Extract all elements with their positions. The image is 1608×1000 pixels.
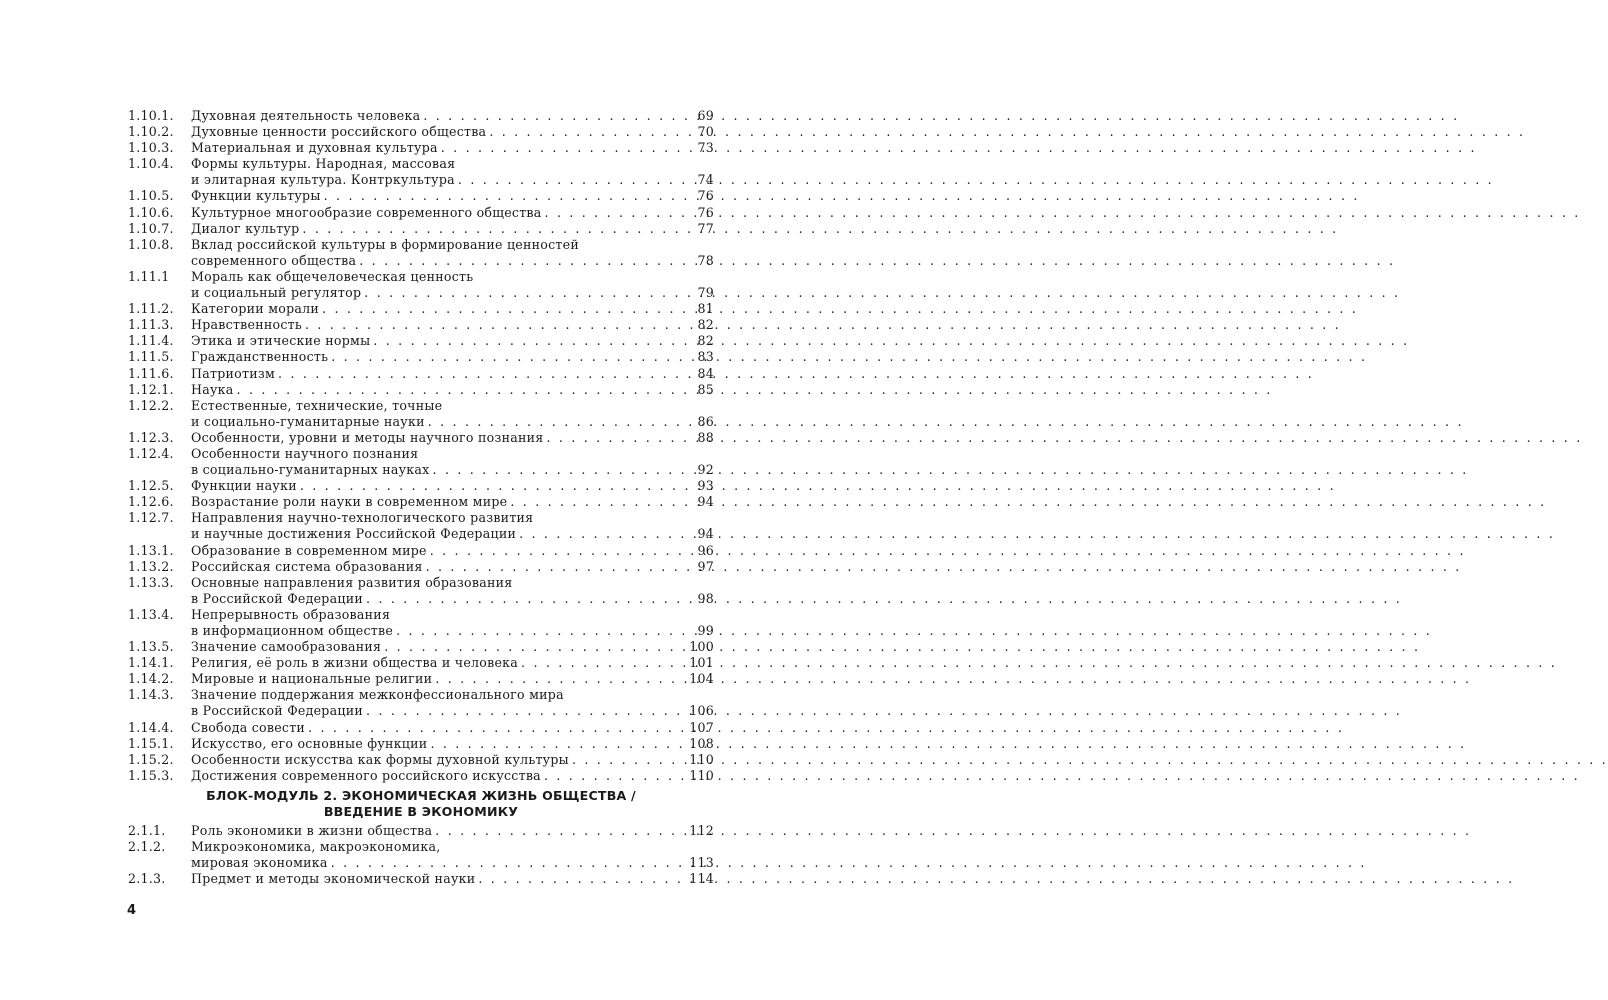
toc-entry-number: 1.13.4. (128, 606, 174, 622)
toc-entry-page: 77 (697, 220, 714, 236)
table-of-contents (128, 108, 714, 888)
dot-leader (237, 382, 685, 398)
toc-entry-last-line (191, 559, 714, 575)
toc-entry-last-line (191, 140, 714, 156)
toc-entry (128, 269, 714, 301)
toc-entry-last-line (191, 301, 714, 317)
toc-entry (128, 333, 714, 349)
dot-leader (300, 478, 685, 494)
toc-entry-title-line: Нравственность (191, 317, 302, 333)
toc-entry-page: 97 (697, 558, 714, 574)
toc-entry (128, 188, 714, 204)
toc-entry-number: 1.12.5. (128, 478, 174, 494)
toc-entry-body (191, 156, 714, 188)
toc-entry-body (191, 671, 714, 687)
toc-entry-body (191, 871, 714, 887)
toc-entry-last-line (191, 430, 714, 446)
dot-leader (324, 188, 685, 204)
dot-leader (278, 366, 685, 382)
toc-entry-title-line: и элитарная культура. Контркультура (191, 172, 455, 188)
toc-entry-number: 1.10.6. (128, 204, 174, 220)
toc-entry-last-line (191, 526, 714, 542)
toc-entry-page: 84 (697, 365, 714, 381)
toc-entry-number: 2.1.1. (128, 823, 166, 839)
toc-entry-number: 1.13.2. (128, 558, 174, 574)
toc-entry-body (191, 768, 714, 784)
toc-entry-number: 1.11.4. (128, 333, 174, 349)
toc-entry (128, 543, 714, 559)
toc-entry-title-line: Значение поддержания межконфессионального мира (191, 687, 564, 703)
dot-leader (435, 823, 685, 839)
toc-entry (128, 575, 714, 607)
toc-entry-body (191, 720, 714, 736)
toc-entry-page: 99 (697, 623, 714, 638)
toc-entry-title-line: Религия, её роль в жизни общества и человека (191, 655, 519, 671)
toc-entry-title-line: Гражданственность (191, 349, 329, 365)
toc-entry (128, 156, 714, 188)
toc-entry-last-line (191, 871, 714, 887)
toc-entry-title-line: Основные направления развития образования (191, 574, 513, 590)
toc-entry-body (191, 124, 714, 140)
toc-entry-body (191, 543, 714, 559)
toc-entry-title-line: Естественные, технические, точные (191, 397, 443, 413)
toc-entry-number: 1.10.8. (128, 236, 174, 252)
toc-entry-body (191, 205, 714, 221)
toc-entry-last-line (191, 752, 714, 768)
toc-entry-body (191, 446, 714, 478)
toc-entry-page: 98 (697, 590, 714, 606)
toc-entry-title-line: в информационном обществе (191, 623, 394, 638)
toc-entry-last-line (191, 823, 714, 839)
toc-entry-title-line: Микроэкономика, макроэкономика, (191, 839, 441, 855)
toc-entry-number: 1.11.6. (128, 365, 174, 381)
dot-leader (396, 623, 685, 639)
toc-entry-number: 1.13.1. (128, 542, 174, 558)
toc-entry (128, 839, 714, 871)
toc-entry-page: 96 (697, 542, 714, 558)
toc-entry (128, 317, 714, 333)
toc-entry-last-line (191, 703, 714, 719)
toc-entry-number: 1.10.5. (128, 188, 174, 204)
toc-entry-number: 1.14.4. (128, 719, 174, 735)
dot-leader (423, 108, 685, 124)
toc-entry-page: 85 (697, 381, 714, 397)
toc-entry-page: 79 (697, 285, 714, 301)
toc-entry-page: 74 (697, 172, 714, 188)
toc-entry-page: 70 (697, 124, 714, 140)
toc-entry-title-line: Категории морали (191, 301, 320, 317)
toc-entry (128, 871, 714, 887)
toc-entry-title-line: Направления научно-технологического развития (191, 510, 534, 526)
dot-leader (441, 140, 685, 156)
toc-entry (128, 823, 714, 839)
dot-leader (384, 639, 685, 655)
toc-entry-last-line (191, 205, 714, 221)
toc-entry (128, 366, 714, 382)
toc-entry (128, 687, 714, 719)
toc-entry-title-line: Вклад российской культуры в формирование ценностей (191, 236, 579, 252)
toc-entry-body (191, 269, 714, 301)
toc-entry-last-line (191, 382, 714, 398)
toc-entry-title-line: Духовная деятельность человека (191, 108, 421, 123)
toc-entry (128, 301, 714, 317)
toc-entry (128, 768, 714, 784)
dot-leader (430, 543, 685, 559)
toc-entry-title-line: Культурное многообразие современного общества (191, 204, 542, 220)
toc-entry (128, 752, 714, 768)
dot-leader (302, 221, 685, 237)
toc-entry (128, 655, 714, 671)
toc-entry (128, 736, 714, 752)
toc-entry-page: 100 (689, 639, 714, 655)
toc-entry-page: 108 (689, 735, 714, 751)
toc-entry-title-line: Возрастание роли науки в современном мире (191, 494, 508, 510)
toc-entry-number: 1.12.7. (128, 510, 174, 526)
toc-entry-number: 1.15.1. (128, 735, 174, 751)
toc-entry-page: 110 (689, 751, 714, 767)
toc-entry-last-line (191, 221, 714, 237)
dot-leader (510, 494, 685, 510)
toc-entry-title-line: Особенности, уровни и методы научного познания (191, 429, 544, 445)
dot-leader (546, 430, 685, 446)
toc-entry-last-line (191, 623, 714, 639)
toc-entry-number: 1.11.1 (128, 268, 170, 284)
toc-entry-number: 1.10.3. (128, 140, 174, 156)
toc-entry-title-line: Значение самообразования (191, 639, 382, 655)
toc-entry-last-line (191, 639, 714, 655)
toc-entry (128, 237, 714, 269)
toc-entry-title-line: Материальная и духовная культура (191, 140, 438, 156)
toc-entry-body (191, 752, 714, 768)
toc-entry-number: 1.11.3. (128, 317, 174, 333)
toc-entry-body (191, 430, 714, 446)
dot-leader (545, 205, 685, 221)
toc-entry-last-line (191, 478, 714, 494)
toc-entry-last-line (191, 108, 714, 124)
toc-entry-body (191, 398, 714, 430)
toc-entry-body (191, 221, 714, 237)
toc-entry-body (191, 237, 714, 269)
toc-entry (128, 140, 714, 156)
toc-entry-number: 2.1.3. (128, 871, 166, 887)
toc-entry-last-line (191, 414, 714, 430)
toc-entry-page: 114 (689, 871, 714, 887)
toc-entry-title-line: Мораль как общечеловеческая ценность (191, 268, 474, 284)
toc-entry-last-line (191, 349, 714, 365)
block-module-heading (128, 788, 714, 820)
toc-entry (128, 671, 714, 687)
toc-entry-last-line (191, 317, 714, 333)
toc-entry-page: 76 (697, 204, 714, 220)
toc-entry-number: 1.13.5. (128, 639, 174, 655)
toc-entry-body (191, 333, 714, 349)
toc-entry-page: 69 (697, 108, 714, 123)
toc-entry-number: 1.12.3. (128, 429, 174, 445)
toc-entry (128, 494, 714, 510)
toc-entry-page: 78 (697, 252, 714, 268)
toc-entry-title-line: и научные достижения Российской Федерации (191, 526, 517, 542)
toc-entry-title-line: Мировые и национальные религии (191, 671, 433, 687)
toc-entry-body (191, 108, 714, 124)
toc-entry-page: 73 (697, 140, 714, 156)
dot-leader (366, 591, 685, 607)
toc-entry-title-line: современного общества (191, 252, 357, 268)
toc-entry-title-line: Особенности искусства как формы духовной культуры (191, 751, 569, 767)
toc-entry-last-line (191, 720, 714, 736)
toc-entry-page: 92 (697, 462, 714, 478)
toc-entry-page: 76 (697, 188, 714, 204)
toc-entries-module-2 (128, 823, 714, 887)
toc-entry-body (191, 823, 714, 839)
dot-leader (430, 736, 685, 752)
toc-entry-page: 94 (697, 494, 714, 510)
toc-entry (128, 446, 714, 478)
toc-entry-title-line: в социально-гуманитарных науках (191, 462, 430, 478)
block-module-heading-line: ВВЕДЕНИЕ В ЭКОНОМИКУ (323, 804, 519, 820)
dot-leader (331, 349, 685, 365)
toc-entry-body (191, 736, 714, 752)
toc-entry-number: 1.11.5. (128, 349, 174, 365)
toc-entry-body (191, 510, 714, 542)
toc-entry-body (191, 639, 714, 655)
toc-entry-last-line (191, 736, 714, 752)
toc-entry-page: 112 (689, 823, 714, 839)
toc-entry-title-line: Наука (191, 381, 234, 397)
toc-entry-page: 93 (697, 478, 714, 494)
toc-entry-page: 110 (689, 767, 714, 783)
toc-entry-title-line: Образование в современном мире (191, 542, 427, 558)
toc-entry-number: 1.10.7. (128, 220, 174, 236)
toc-entry-last-line (191, 655, 714, 671)
toc-entry-title-line: Достижения современного российского искусства (191, 767, 541, 783)
toc-entry-body (191, 366, 714, 382)
toc-entry-number: 2.1.2. (128, 839, 166, 855)
toc-entry (128, 510, 714, 542)
toc-entry-last-line (191, 591, 714, 607)
toc-entry-last-line (191, 188, 714, 204)
toc-entry-page: 82 (697, 317, 714, 333)
toc-entry-title-line: Российская система образования (191, 558, 423, 574)
dot-leader (478, 871, 685, 887)
toc-entry-last-line (191, 768, 714, 784)
toc-entry-body (191, 478, 714, 494)
dot-leader (366, 703, 685, 719)
toc-entry (128, 639, 714, 655)
toc-entry-last-line (191, 124, 714, 140)
toc-entry-body (191, 140, 714, 156)
toc-entry-title-line: Функции культуры (191, 188, 321, 204)
toc-entry (128, 108, 714, 124)
toc-entry-number: 1.13.3. (128, 574, 174, 590)
toc-entry-number: 1.15.2. (128, 751, 174, 767)
dot-leader (519, 526, 685, 542)
dot-leader (572, 752, 685, 768)
toc-entry-title-line: Диалог культур (191, 220, 300, 236)
toc-entry-last-line (191, 671, 714, 687)
toc-entry-number: 1.14.3. (128, 687, 174, 703)
toc-entry (128, 430, 714, 446)
toc-entry-page: 81 (697, 301, 714, 317)
toc-entry (128, 398, 714, 430)
dot-leader (364, 285, 685, 301)
toc-entry-body (191, 575, 714, 607)
toc-entry-last-line (191, 253, 714, 269)
dot-leader (521, 655, 685, 671)
toc-entries-module-1 (128, 108, 714, 784)
toc-entry (128, 124, 714, 140)
toc-entry-page: 113 (689, 855, 714, 871)
toc-entry-title-line: Духовные ценности российского общества (191, 124, 487, 140)
block-module-heading-line: БЛОК-МОДУЛЬ 2. ЭКОНОМИЧЕСКАЯ ЖИЗНЬ ОБЩЕСТВА / (206, 787, 636, 803)
toc-entry (128, 478, 714, 494)
toc-entry (128, 221, 714, 237)
toc-entry-last-line (191, 172, 714, 188)
toc-entry-page: 101 (689, 655, 714, 671)
dot-leader (544, 768, 685, 784)
dot-leader (331, 855, 685, 871)
dot-leader (433, 462, 685, 478)
dot-leader (426, 559, 685, 575)
toc-entry-title-line: Особенности научного познания (191, 445, 419, 461)
dot-leader (359, 253, 685, 269)
toc-entry-title-line: и социальный регулятор (191, 285, 362, 301)
dot-leader (458, 172, 685, 188)
page-number: 4 (127, 903, 137, 918)
toc-entry (128, 205, 714, 221)
toc-entry-body (191, 687, 714, 719)
toc-entry-title-line: Этика и этические нормы (191, 333, 371, 349)
dot-leader (428, 414, 685, 430)
toc-entry-title-line: Формы культуры. Народная, массовая (191, 156, 456, 172)
toc-entry-title-line: и социально-гуманитарные науки (191, 413, 425, 429)
toc-entry-number: 1.12.2. (128, 397, 174, 413)
toc-entry-title-line: Искусство, его основные функции (191, 735, 428, 751)
dot-leader (435, 671, 685, 687)
toc-entry-body (191, 494, 714, 510)
toc-entry-number: 1.11.2. (128, 301, 174, 317)
toc-entry-body (191, 559, 714, 575)
toc-entry-page: 88 (697, 429, 714, 445)
toc-entry-number: 1.15.3. (128, 767, 174, 783)
toc-entry (128, 559, 714, 575)
dot-leader (489, 124, 685, 140)
toc-entry-page: 107 (689, 719, 714, 735)
toc-entry-title-line: Непрерывность образования (191, 606, 391, 622)
dot-leader (308, 720, 685, 736)
toc-entry-last-line (191, 462, 714, 478)
toc-entry-title-line: в Российской Федерации (191, 590, 364, 606)
dot-leader (305, 317, 685, 333)
toc-entry-page: 83 (697, 349, 714, 365)
toc-entry-last-line (191, 494, 714, 510)
toc-entry (128, 382, 714, 398)
toc-entry-title-line: Роль экономики в жизни общества (191, 823, 433, 839)
toc-entry-title-line: Предмет и методы экономической науки (191, 871, 476, 887)
toc-entry-title-line: мировая экономика (191, 855, 328, 871)
toc-entry-body (191, 607, 714, 639)
toc-entry (128, 720, 714, 736)
toc-entry-number: 1.12.4. (128, 445, 174, 461)
toc-entry-last-line (191, 543, 714, 559)
toc-entry-title-line: в Российской Федерации (191, 703, 364, 719)
toc-entry-number: 1.10.4. (128, 156, 174, 172)
toc-entry-page: 94 (697, 526, 714, 542)
toc-entry-number: 1.14.1. (128, 655, 174, 671)
toc-entry-body (191, 655, 714, 671)
toc-entry-page: 82 (697, 333, 714, 349)
toc-entry-last-line (191, 855, 714, 871)
toc-entry-number: 1.10.1. (128, 108, 174, 123)
toc-entry-body (191, 349, 714, 365)
toc-entry-page: 104 (689, 671, 714, 687)
toc-entry-title-line: Функции науки (191, 478, 297, 494)
toc-entry-number: 1.12.1. (128, 381, 174, 397)
toc-entry-body (191, 839, 714, 871)
toc-entry-page: 86 (697, 413, 714, 429)
toc-entry-body (191, 382, 714, 398)
toc-entry-last-line (191, 333, 714, 349)
toc-entry-last-line (191, 366, 714, 382)
toc-entry-body (191, 301, 714, 317)
toc-entry-number: 1.14.2. (128, 671, 174, 687)
toc-entry-body (191, 188, 714, 204)
toc-entry-number: 1.10.2. (128, 124, 174, 140)
toc-entry-title-line: Свобода совести (191, 719, 306, 735)
toc-entry-number: 1.12.6. (128, 494, 174, 510)
dot-leader (373, 333, 685, 349)
dot-leader (322, 301, 685, 317)
toc-entry-body (191, 317, 714, 333)
toc-entry (128, 607, 714, 639)
toc-entry-title-line: Патриотизм (191, 365, 276, 381)
toc-entry-last-line (191, 285, 714, 301)
toc-entry-page: 106 (689, 703, 714, 719)
toc-entry (128, 349, 714, 365)
